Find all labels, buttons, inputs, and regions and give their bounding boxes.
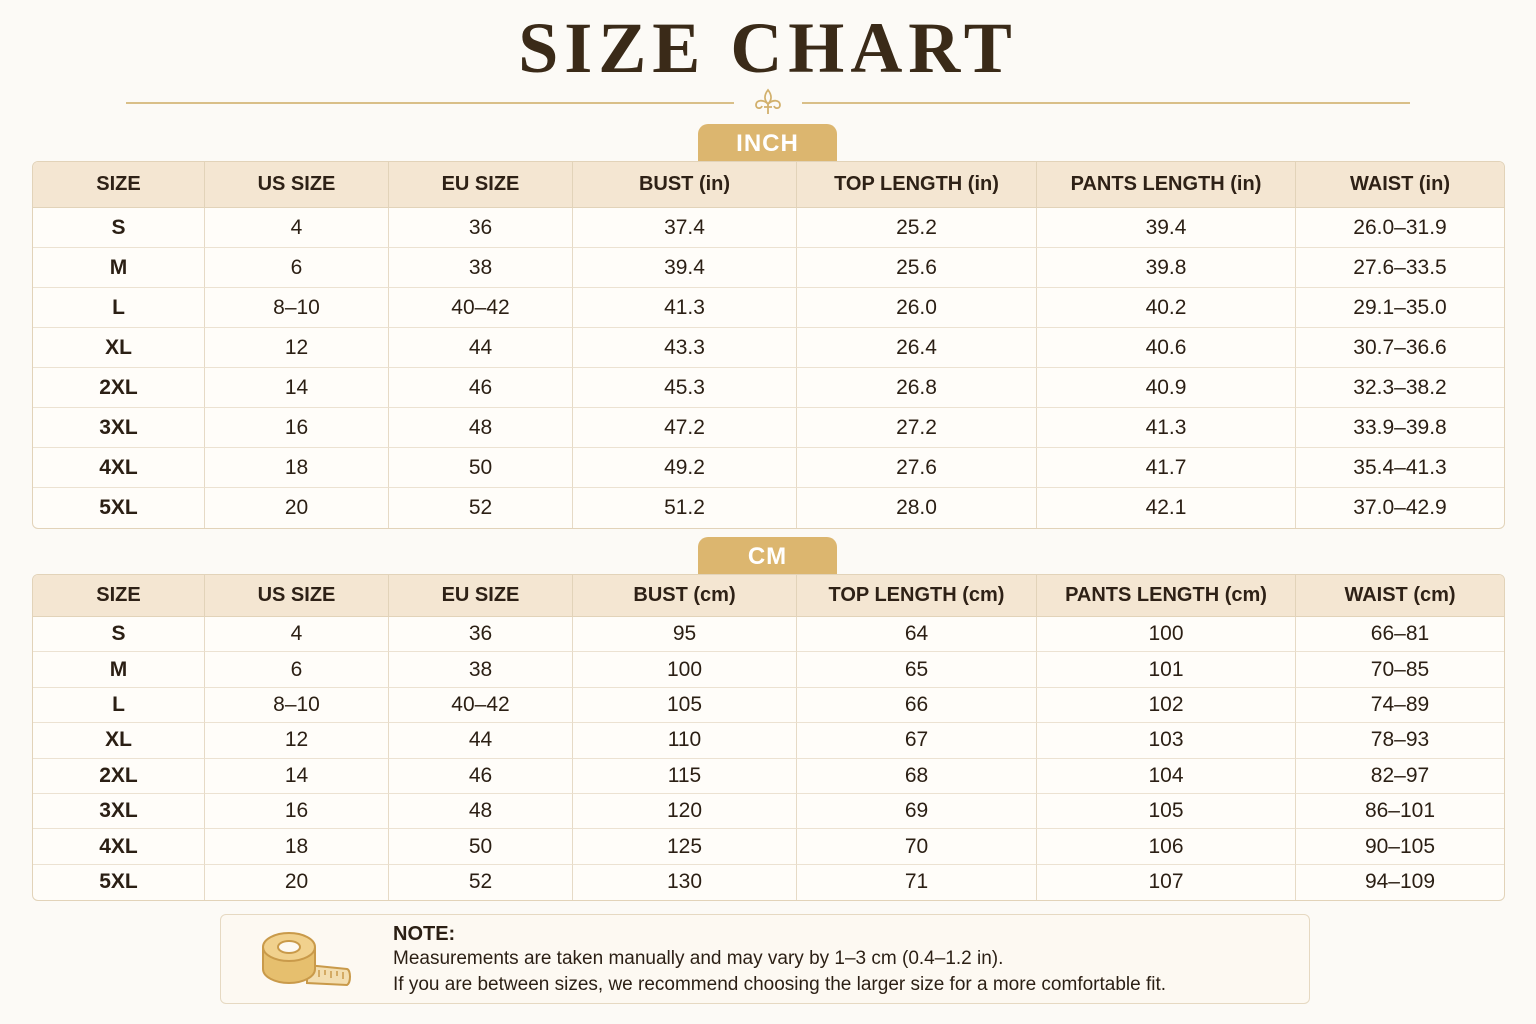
tab-inch: INCH (698, 124, 837, 162)
column-header: TOP LENGTH (in) (797, 162, 1037, 208)
table-cell: 41.3 (573, 288, 797, 328)
table-cell: 90–105 (1296, 829, 1504, 864)
table-cell: 46 (389, 368, 573, 408)
table-cell: 32.3–38.2 (1296, 368, 1504, 408)
table-cell: 26.8 (797, 368, 1037, 408)
column-header: BUST (in) (573, 162, 797, 208)
table-cell: 125 (573, 829, 797, 864)
size-label-cell: 3XL (33, 408, 205, 448)
size-label-cell: S (33, 617, 205, 652)
table-cell: 18 (205, 448, 389, 488)
size-label-cell: XL (33, 328, 205, 368)
table-cell: 39.8 (1037, 248, 1296, 288)
table-cell: 44 (389, 723, 573, 758)
table-cell: 33.9–39.8 (1296, 408, 1504, 448)
table-cell: 14 (205, 368, 389, 408)
table-cell: 48 (389, 794, 573, 829)
table-cell: 66–81 (1296, 617, 1504, 652)
size-label-cell: 5XL (33, 488, 205, 528)
table-row (33, 688, 1504, 723)
table-cell: 30.7–36.6 (1296, 328, 1504, 368)
table-cell: 41.3 (1037, 408, 1296, 448)
table-cell: 26.0–31.9 (1296, 208, 1504, 248)
table-row (33, 617, 1504, 652)
table-cell: 70 (797, 829, 1037, 864)
column-header: SIZE (33, 575, 205, 617)
table-cell: 26.4 (797, 328, 1037, 368)
table-cell: 68 (797, 759, 1037, 794)
table-cell: 37.0–42.9 (1353, 496, 1447, 519)
table-cell: 105 (573, 688, 797, 723)
column-header: WAIST (cm) (1296, 575, 1504, 617)
size-label-cell: M (33, 248, 205, 288)
table-cell: 18 (205, 829, 389, 864)
table-cell: 65 (797, 652, 1037, 687)
table-cell: 12 (205, 328, 389, 368)
table-cell: 69 (797, 794, 1037, 829)
column-header: BUST (cm) (573, 575, 797, 617)
column-header: PANTS LENGTH (in) (1037, 162, 1296, 208)
table-cell: 104 (1037, 759, 1296, 794)
table-cell: 82–97 (1296, 759, 1504, 794)
table-row (33, 368, 1504, 408)
size-label-cell: 3XL (33, 794, 205, 829)
table-cell: 40–42 (389, 688, 573, 723)
page-title: SIZE CHART (518, 8, 1018, 88)
column-header: EU SIZE (389, 575, 573, 617)
table-cell: 101 (1037, 652, 1296, 687)
table-row (33, 248, 1504, 288)
table-cell: 27.6–33.5 (1296, 248, 1504, 288)
column-header: TOP LENGTH (cm) (797, 575, 1037, 617)
table-row (33, 408, 1504, 448)
title-divider-right (802, 102, 1410, 104)
table-cell: 47.2 (573, 408, 797, 448)
table-cell: 29.1–35.0 (1296, 288, 1504, 328)
table-row (33, 488, 1504, 528)
tab-cm: CM (698, 537, 837, 575)
table-cell: 107 (1037, 865, 1296, 900)
table-row (33, 288, 1504, 328)
table-cell: 27.6 (797, 448, 1037, 488)
table-cell: 71 (797, 865, 1037, 900)
table-cell: 66 (797, 688, 1037, 723)
table-row (33, 723, 1504, 758)
table-cell: 105 (1037, 794, 1296, 829)
table-cell: 25.2 (797, 208, 1037, 248)
table-cell: 16 (205, 794, 389, 829)
inch-size-table (32, 161, 1505, 529)
table-row (33, 865, 1504, 900)
size-label-cell: 4XL (33, 829, 205, 864)
table-cell: 70–85 (1296, 652, 1504, 687)
table-cell: 42.1 (1037, 488, 1296, 528)
table-row (33, 829, 1504, 864)
table-cell: 26.0 (797, 288, 1037, 328)
table-cell: 50 (389, 448, 573, 488)
table-cell: 6 (205, 248, 389, 288)
table-row (33, 652, 1504, 687)
table-cell: 100 (573, 652, 797, 687)
table-cell: 38 (389, 248, 573, 288)
column-header: EU SIZE (389, 162, 573, 208)
size-label-cell: XL (33, 723, 205, 758)
table-cell: 36 (389, 208, 573, 248)
table-cell: 8–10 (205, 688, 389, 723)
table-cell: 38 (389, 652, 573, 687)
table-cell: 6 (205, 652, 389, 687)
size-label-cell: M (33, 652, 205, 687)
table-cell: 12 (205, 723, 389, 758)
title-divider-left (126, 102, 734, 104)
table-cell: 52 (389, 865, 573, 900)
table-cell: 106 (1037, 829, 1296, 864)
table-row (33, 328, 1504, 368)
table-cell: 74–89 (1296, 688, 1504, 723)
table-cell: 27.2 (797, 408, 1037, 448)
table-row (33, 448, 1504, 488)
note-text: Measurements are taken manually and may vary by 1–3 cm (0.4–1.2 in). (393, 948, 1004, 969)
fleur-de-lis-icon (752, 88, 784, 116)
column-header: WAIST (in) (1296, 162, 1504, 208)
column-header: US SIZE (205, 162, 389, 208)
table-cell: 94–109 (1364, 870, 1436, 894)
size-label-cell: 4XL (33, 448, 205, 488)
table-cell: 130 (573, 865, 797, 900)
table-cell: 45.3 (573, 368, 797, 408)
note-text: If you are between sizes, we recommend choosing the larger size for a more comfortable fit. (393, 974, 1167, 995)
size-label-cell: L (33, 688, 205, 723)
table-cell: 44 (389, 328, 573, 368)
note-box (220, 914, 1310, 1004)
table-cell: 78–93 (1296, 723, 1504, 758)
table-cell: 46 (389, 759, 573, 794)
table-cell: 100 (1037, 617, 1296, 652)
table-cell: 8–10 (205, 288, 389, 328)
table-cell: 64 (797, 617, 1037, 652)
table-header-row (33, 575, 1504, 617)
table-row (33, 794, 1504, 829)
table-cell: 36 (389, 617, 573, 652)
table-cell: 37.4 (573, 208, 797, 248)
table-cell: 40.2 (1037, 288, 1296, 328)
cm-size-table (32, 574, 1505, 901)
table-cell: 25.6 (797, 248, 1037, 288)
table-cell: 86–101 (1296, 794, 1504, 829)
table-cell: 4 (205, 208, 389, 248)
size-label-cell: 2XL (33, 368, 205, 408)
table-cell: 49.2 (573, 448, 797, 488)
size-label-cell: S (33, 208, 205, 248)
table-cell: 102 (1037, 688, 1296, 723)
table-cell: 67 (797, 723, 1037, 758)
table-cell: 41.7 (1037, 448, 1296, 488)
size-label-cell: 5XL (33, 865, 205, 900)
table-cell: 39.4 (1037, 208, 1296, 248)
table-cell: 20 (205, 865, 389, 900)
table-cell: 35.4–41.3 (1296, 448, 1504, 488)
size-label-cell: L (33, 288, 205, 328)
table-header-row (33, 162, 1504, 208)
measuring-tape-icon (261, 925, 353, 991)
table-cell: 40.9 (1037, 368, 1296, 408)
table-cell: 4 (205, 617, 389, 652)
table-cell: 52 (389, 488, 573, 528)
table-cell: 50 (389, 829, 573, 864)
table-cell: 39.4 (573, 248, 797, 288)
table-cell: 103 (1037, 723, 1296, 758)
table-cell: 20 (205, 488, 389, 528)
table-cell: 40–42 (389, 288, 573, 328)
table-cell: 120 (573, 794, 797, 829)
table-cell: 110 (573, 723, 797, 758)
note-title: NOTE: (393, 923, 456, 945)
column-header: SIZE (33, 162, 205, 208)
table-cell: 16 (205, 408, 389, 448)
table-cell: 51.2 (573, 488, 797, 528)
table-cell: 48 (389, 408, 573, 448)
table-cell: 14 (205, 759, 389, 794)
column-header: PANTS LENGTH (cm) (1037, 575, 1296, 617)
column-header: US SIZE (205, 575, 389, 617)
size-label-cell: 2XL (33, 759, 205, 794)
table-row (33, 759, 1504, 794)
table-cell: 95 (573, 617, 797, 652)
table-cell: 43.3 (573, 328, 797, 368)
table-cell: 115 (573, 759, 797, 794)
table-row (33, 208, 1504, 248)
table-cell: 28.0 (797, 488, 1037, 528)
table-cell: 40.6 (1037, 328, 1296, 368)
